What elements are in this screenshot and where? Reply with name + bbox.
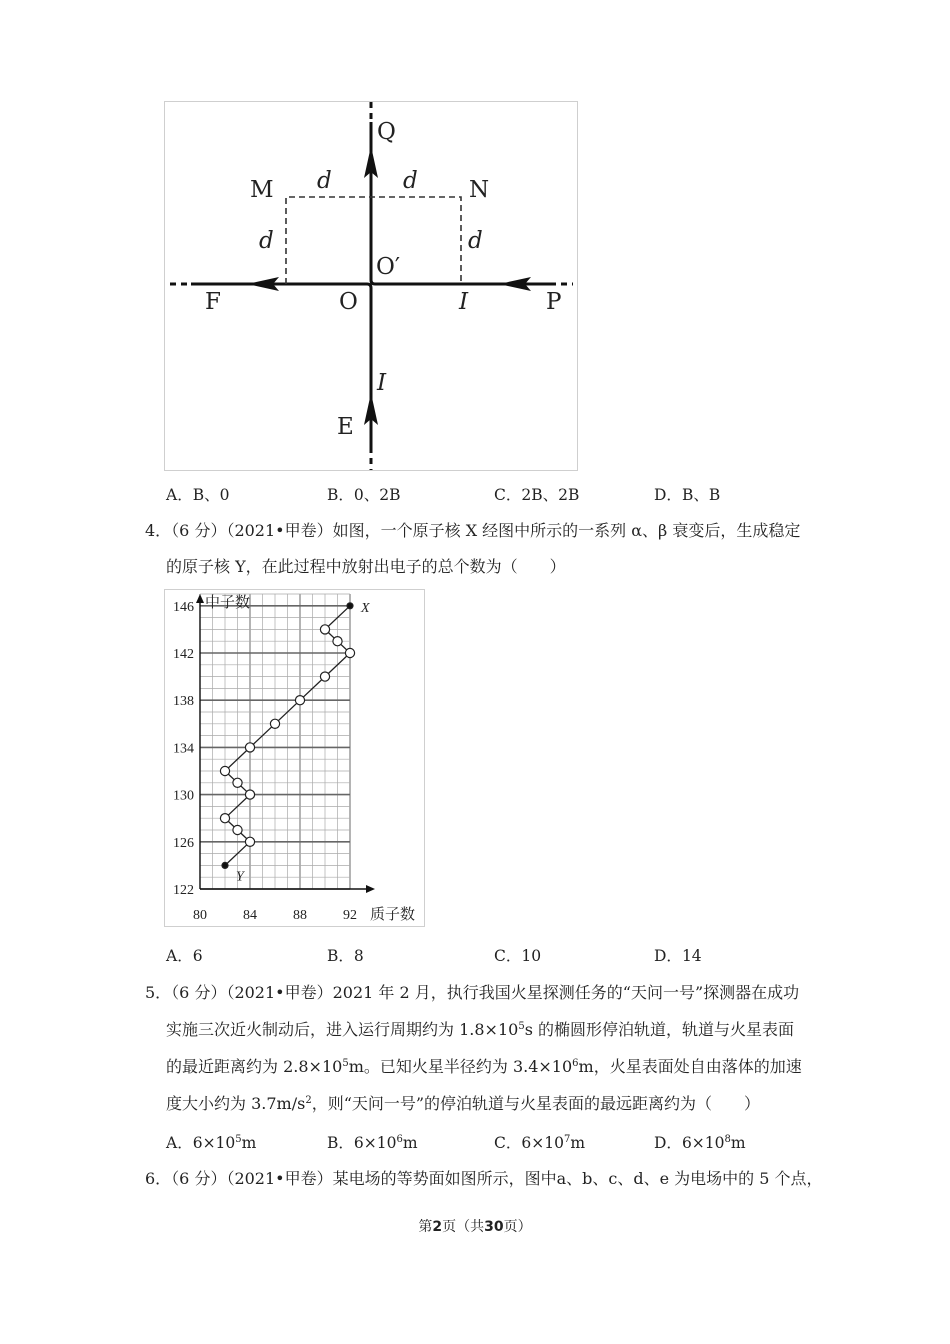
q5-line-2-a: 实施三次近火制动后，进入运行周期约为 1.8×10 <box>166 1020 519 1039</box>
q5-line-3-sup: 5 <box>342 1058 349 1069</box>
q5-option-c-letter: C． <box>494 1134 522 1152</box>
y-tick-label: 126 <box>173 835 194 851</box>
label-o-prime: O′ <box>376 254 401 280</box>
label-i-bottom: I <box>377 370 387 396</box>
footer-page-number: 2 <box>432 1219 443 1235</box>
nucleus-endpoint <box>222 862 228 868</box>
q3-option-a-letter: A． <box>166 486 193 504</box>
decay-point <box>233 825 242 834</box>
q5-line-4-a: 度大小约为 3.7m/s <box>166 1094 306 1113</box>
page-footer <box>0 1216 950 1236</box>
figure-decay-chart <box>164 589 425 927</box>
decay-point <box>320 625 329 634</box>
label-i-right: I <box>459 289 469 315</box>
q5-option-c-exp: 7 <box>563 1134 571 1145</box>
q5-line-3-b: m。已知火星半径约为 3.4×10 <box>348 1057 573 1076</box>
q5-option-b-base: 6×10 <box>353 1134 397 1152</box>
q5-option-a-letter: A． <box>166 1134 193 1152</box>
label-d-top-left: d <box>317 168 332 194</box>
y-axis-arrow <box>196 594 204 603</box>
q4-option-d <box>654 944 702 966</box>
q5-line-3-a: 的最近距离约为 2.8×10 <box>166 1057 343 1076</box>
decay-point <box>245 790 254 799</box>
y-tick-label: 146 <box>173 599 194 615</box>
q4-option-d-text: 14 <box>681 947 702 965</box>
q6-line-1: 6．（6 分）（2021•甲卷）某电场的等势面如图所示，图中a、b、c、d、e 为电场中的 5 个点， <box>145 1169 823 1188</box>
q5-line-4 <box>166 1094 760 1114</box>
nucleus-endpoint <box>347 603 353 609</box>
q3-option-b <box>327 483 401 505</box>
q5-line-2 <box>166 1020 794 1040</box>
footer-prefix: 第 <box>418 1219 433 1235</box>
q5-option-c-base: 6×10 <box>521 1134 564 1152</box>
figure-wires <box>164 101 578 471</box>
q4-option-a-letter: A． <box>166 947 193 965</box>
q3-option-c <box>494 483 579 505</box>
y-tick-label: 130 <box>173 788 194 804</box>
q5-option-a <box>166 1131 256 1153</box>
q4-option-c <box>494 944 541 966</box>
q5-line-3-sup2: 6 <box>572 1058 579 1069</box>
q3-option-d-text: B、B <box>681 486 721 504</box>
q5-line-3-c: m，火星表面处自由落体的加速 <box>578 1057 802 1076</box>
y-tick-label: 134 <box>173 741 194 757</box>
x-axis-arrow <box>366 885 375 893</box>
q5-option-d <box>654 1131 746 1153</box>
q3-option-a <box>166 483 229 505</box>
q4-option-b-text: 8 <box>353 947 364 965</box>
q4-option-c-text: 10 <box>521 947 542 965</box>
decay-point <box>320 672 329 681</box>
decay-point <box>345 648 354 657</box>
q5-option-b-unit: m <box>402 1134 418 1152</box>
q4-option-b <box>327 944 364 966</box>
x-tick-label: 84 <box>243 908 257 923</box>
q3-option-b-letter: B． <box>327 486 354 504</box>
label-p: P <box>546 289 562 315</box>
y-tick-label: 138 <box>173 694 194 710</box>
q4-option-c-letter: C． <box>494 947 522 965</box>
q3-option-c-letter: C． <box>494 486 522 504</box>
decay-point <box>220 766 229 775</box>
q3-option-d-letter: D． <box>654 486 682 504</box>
footer-suffix: 页） <box>503 1219 532 1235</box>
q5-option-b-letter: B． <box>327 1134 354 1152</box>
label-f: F <box>205 289 221 315</box>
q4-line-1: 4．（6 分）（2021•甲卷）如图，一个原子核 X 经图中所示的一系列 α、β 衰变后，生成稳定 <box>145 521 801 540</box>
label-nucleus-x: X <box>361 600 370 616</box>
decay-point <box>245 743 254 752</box>
q4-option-d-letter: D． <box>654 947 682 965</box>
q5-option-b <box>327 1131 418 1153</box>
q5-line-3 <box>166 1057 802 1077</box>
q5-line-2-sup: 5 <box>518 1021 525 1032</box>
q3-option-b-text: 0、2B <box>353 486 401 504</box>
q3-option-d <box>654 483 720 505</box>
label-d-top-right: d <box>403 168 418 194</box>
decay-point <box>233 778 242 787</box>
label-o: O <box>339 289 358 315</box>
footer-total-pages: 30 <box>484 1219 504 1235</box>
y-axis-title: 中子数 <box>205 593 251 611</box>
x-tick-label: 88 <box>293 908 307 923</box>
q4-option-a <box>166 944 203 966</box>
x-tick-label: 80 <box>193 908 207 923</box>
q5-option-d-unit: m <box>730 1134 746 1152</box>
label-d-left: d <box>259 228 274 254</box>
decay-chart <box>165 590 424 926</box>
x-axis-title: 质子数 <box>370 905 416 923</box>
label-d-right: d <box>468 228 483 254</box>
q5-option-a-base: 6×10 <box>192 1134 236 1152</box>
label-nucleus-y: Y <box>236 869 244 885</box>
y-tick-label: 122 <box>173 883 194 898</box>
q5-option-d-letter: D． <box>654 1134 682 1152</box>
q5-option-c-unit: m <box>570 1134 586 1152</box>
q5-line-4-sup: 2 <box>305 1095 312 1106</box>
y-tick-label: 142 <box>173 647 194 662</box>
x-tick-label: 92 <box>343 908 357 923</box>
q5-option-a-exp: 5 <box>235 1134 242 1145</box>
decay-point <box>270 719 279 728</box>
q5-line-2-b: s 的椭圆形停泊轨道，轨道与火星表面 <box>524 1020 794 1039</box>
label-m: M <box>250 177 274 203</box>
q5-option-a-unit: m <box>241 1134 257 1152</box>
q4-line-2: 的原子核 Y，在此过程中放射出电子的总个数为（ ） <box>166 557 566 576</box>
decay-point <box>295 696 304 705</box>
label-q: Q <box>377 119 396 145</box>
q3-option-a-text: B、0 <box>192 486 230 504</box>
q4-option-a-text: 6 <box>192 947 203 965</box>
q5-option-c <box>494 1131 585 1153</box>
decay-point <box>333 637 342 646</box>
q5-option-d-base: 6×10 <box>681 1134 725 1152</box>
decay-point <box>245 837 254 846</box>
q5-option-d-exp: 8 <box>724 1134 731 1145</box>
label-e: E <box>337 414 354 440</box>
q5-option-b-exp: 6 <box>396 1134 403 1145</box>
q5-line-1: 5．（6 分）（2021•甲卷）2021 年 2 月，执行我国火星探测任务的“天问一号”探测器在成功 <box>145 983 800 1002</box>
decay-point <box>220 814 229 823</box>
label-n: N <box>469 177 490 203</box>
q5-line-4-b: ，则“天问一号”的停泊轨道与火星表面的最远距离约为（ ） <box>311 1094 761 1113</box>
q4-option-b-letter: B． <box>327 947 354 965</box>
footer-mid: 页（共 <box>442 1219 485 1235</box>
q3-option-c-text: 2B、2B <box>521 486 580 504</box>
